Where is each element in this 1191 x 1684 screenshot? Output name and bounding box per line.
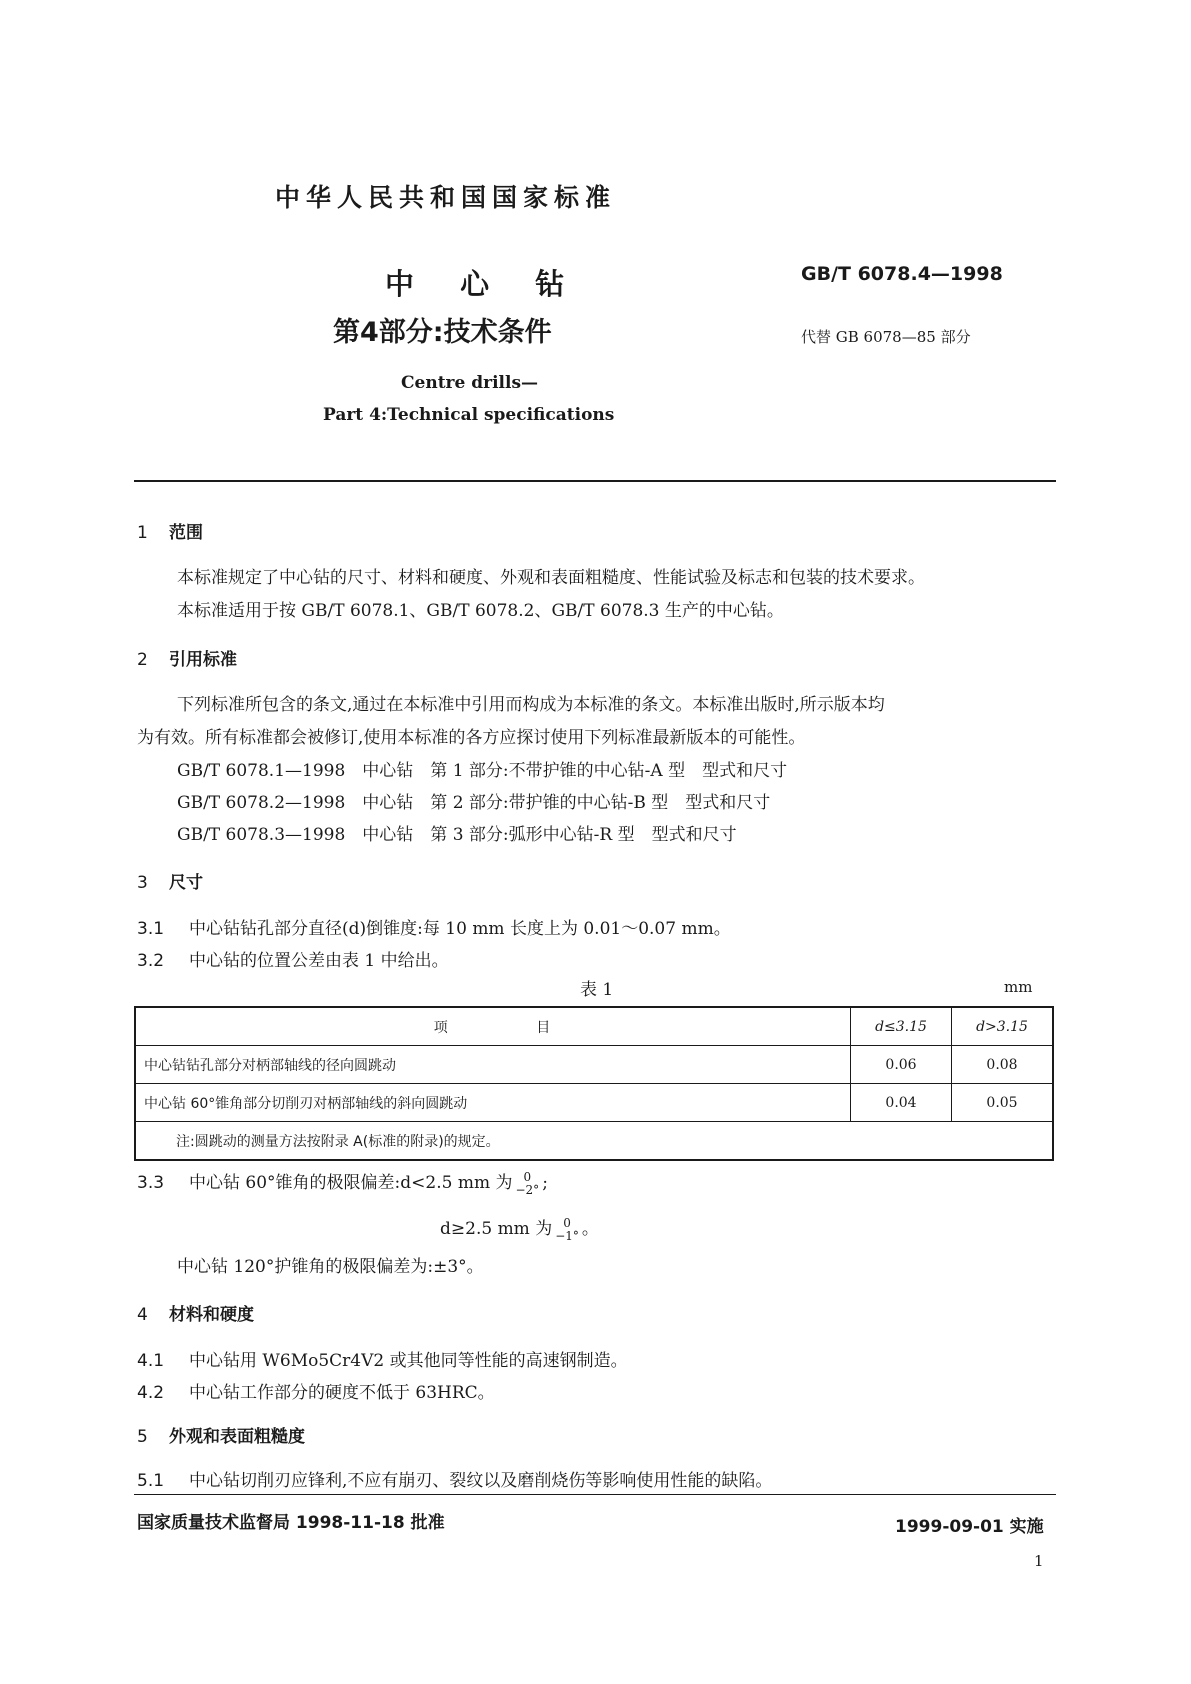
- clause-number: 3.2: [137, 951, 165, 971]
- clause-text: 中心钻的位置公差由表 1 中给出。: [189, 951, 449, 971]
- table-header-row: [135, 1007, 1053, 1046]
- tolerance-stack: [555, 1217, 579, 1243]
- tolerance-table: [134, 1006, 1054, 1161]
- section-number: 3: [137, 873, 148, 893]
- english-title-line1: Centre drills—: [401, 373, 539, 393]
- clause-5-1: [137, 1466, 772, 1491]
- section-number: 1: [137, 523, 148, 543]
- clause-4-2: [137, 1378, 495, 1403]
- clause-number: 4.2: [137, 1383, 165, 1403]
- section-4-heading: [137, 1300, 254, 1325]
- clause-3-3: [137, 1168, 548, 1197]
- clause-3-3-line3: 中心钻 120°护锥角的极限偏差为:±3°。: [177, 1257, 484, 1277]
- tolerance-stack: [515, 1171, 539, 1197]
- clause-text: 中心钻 60°锥角的极限偏差:d<2.5 mm 为: [189, 1173, 513, 1193]
- page-number: 1: [1034, 1552, 1044, 1570]
- document-subtitle: 第4部分:技术条件: [333, 317, 552, 348]
- section-5-heading: [137, 1422, 305, 1447]
- section-1-heading: [137, 518, 203, 543]
- table-row: [135, 1046, 1053, 1084]
- standard-code: GB/T 6078.4—1998: [801, 263, 1003, 285]
- table-cell: 0.08: [952, 1046, 1054, 1084]
- tolerance-upper: 0: [523, 1169, 532, 1184]
- reference-item: GB/T 6078.2—1998 中心钻 第 2 部分:带护锥的中心钻-B 型 型式和尺寸: [177, 793, 771, 813]
- table-unit: mm: [1004, 978, 1033, 996]
- table-cell: 0.06: [851, 1046, 952, 1084]
- table-cell: 0.04: [851, 1084, 952, 1122]
- tolerance-upper: 0: [563, 1215, 571, 1230]
- table-row-label: 中心钻钻孔部分对柄部轴线的径向圆跳动: [135, 1046, 851, 1084]
- clause-number: 5.1: [137, 1471, 165, 1491]
- table-header-col1: d≤3.15: [851, 1007, 952, 1046]
- table-cell: 0.05: [952, 1084, 1054, 1122]
- table-note-row: [135, 1122, 1053, 1161]
- table-row-label: 中心钻 60°锥角部分切削刃对柄部轴线的斜向圆跳动: [135, 1084, 851, 1122]
- section-title: 外观和表面粗糙度: [169, 1427, 305, 1447]
- section-number: 4: [137, 1305, 148, 1325]
- english-title-line2: Part 4:Technical specifications: [323, 405, 615, 425]
- implementation-date: 1999-09-01 实施: [895, 1517, 1044, 1537]
- approval-note: 国家质量技术监督局 1998-11-18 批准: [137, 1513, 445, 1533]
- table-note: 注:圆跳动的测量方法按附录 A(标准的附录)的规定。: [135, 1122, 1053, 1161]
- clause-4-1: [137, 1346, 628, 1371]
- section-title: 引用标准: [169, 650, 237, 670]
- tolerance-lower: −2°: [515, 1182, 540, 1197]
- reference-item: GB/T 6078.1—1998 中心钻 第 1 部分:不带护锥的中心钻-A 型 型式和尺寸: [177, 761, 788, 781]
- clause-text: d≥2.5 mm 为: [440, 1219, 553, 1239]
- footer-divider: [134, 1494, 1056, 1495]
- table-row: [135, 1084, 1053, 1122]
- section-title: 尺寸: [169, 873, 203, 893]
- national-standard-title: 中华人民共和国国家标准: [275, 183, 617, 212]
- document-title: 中 心 钻: [385, 267, 565, 301]
- clause-3-2: [137, 946, 449, 971]
- clause-3-1: [137, 914, 731, 939]
- clause-number: 3.3: [137, 1173, 165, 1193]
- section-number: 2: [137, 650, 148, 670]
- section-title: 范围: [169, 523, 203, 543]
- clause-number: 4.1: [137, 1351, 165, 1371]
- replaces-note: 代替 GB 6078—85 部分: [801, 328, 971, 346]
- section-number: 5: [137, 1427, 148, 1447]
- table-header-col2: d>3.15: [952, 1007, 1054, 1046]
- clause-number: 3.1: [137, 919, 165, 939]
- clause-text: 中心钻工作部分的硬度不低于 63HRC。: [189, 1383, 495, 1403]
- section-title: 材料和硬度: [169, 1305, 254, 1325]
- section-2-paragraph-line2: 为有效。所有标准都会被修订,使用本标准的各方应探讨使用下列标准最新版本的可能性。: [137, 728, 806, 748]
- section-1-paragraph-1: 本标准规定了中心钻的尺寸、材料和硬度、外观和表面粗糙度、性能试验及标志和包装的技术要求。: [177, 568, 925, 588]
- clause-text-end: ;: [542, 1173, 548, 1193]
- reference-item: GB/T 6078.3—1998 中心钻 第 3 部分:弧形中心钻-R 型 型式和尺寸: [177, 825, 737, 845]
- section-1-paragraph-2: 本标准适用于按 GB/T 6078.1、GB/T 6078.2、GB/T 6078.3 生产的中心钻。: [177, 601, 784, 621]
- clause-text: 中心钻钻孔部分直径(d)倒锥度:每 10 mm 长度上为 0.01～0.07 mm。: [189, 919, 731, 939]
- header-divider: [134, 480, 1056, 482]
- clause-text: 中心钻用 W6Mo5Cr4V2 或其他同等性能的高速钢制造。: [189, 1351, 628, 1371]
- table-caption: 表 1: [580, 980, 614, 1000]
- table-1: [134, 1006, 1054, 1161]
- tolerance-lower: −1°: [555, 1228, 579, 1243]
- clause-3-3-line2: [440, 1214, 599, 1243]
- table-header-item: 项 目: [135, 1007, 851, 1046]
- section-3-heading: [137, 868, 203, 893]
- clause-text-end: 。: [581, 1219, 599, 1239]
- section-2-heading: [137, 645, 237, 670]
- section-2-paragraph-line1: 下列标准所包含的条文,通过在本标准中引用而构成为本标准的条文。本标准出版时,所示版本均: [177, 695, 885, 715]
- clause-text: 中心钻切削刃应锋利,不应有崩刃、裂纹以及磨削烧伤等影响使用性能的缺陷。: [189, 1471, 773, 1491]
